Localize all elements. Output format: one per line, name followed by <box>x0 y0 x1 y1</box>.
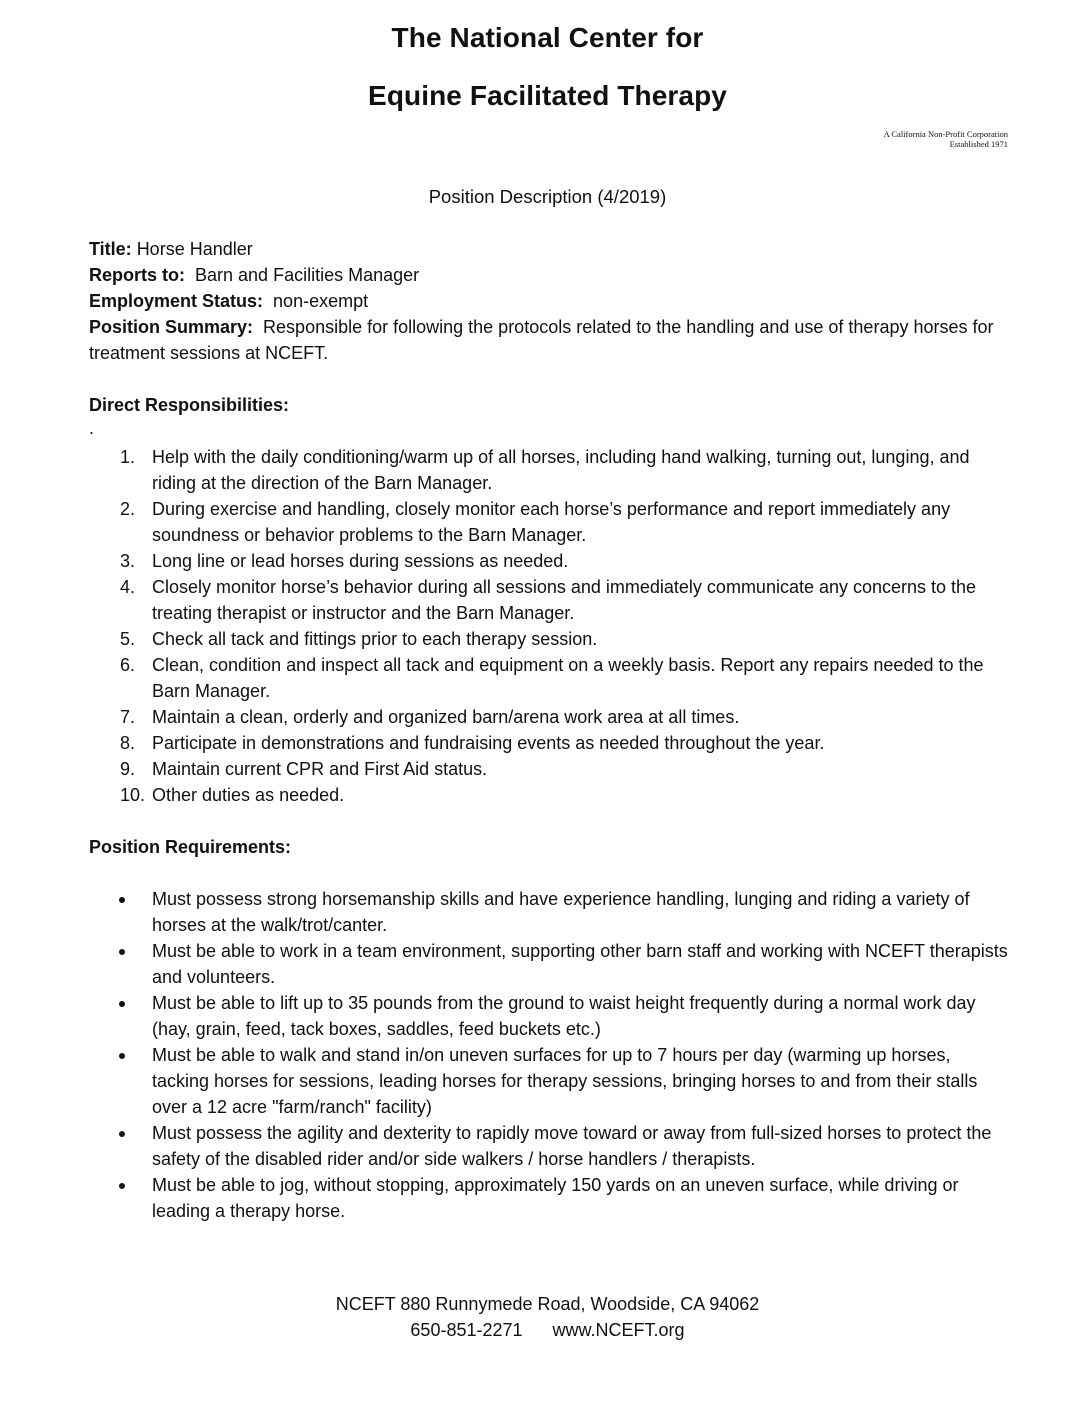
list-item <box>89 704 1009 730</box>
item-text: Maintain current CPR and First Aid status. <box>152 759 488 779</box>
item-text: Other duties as needed. <box>152 785 345 805</box>
title-label: Title: <box>89 239 132 259</box>
document-body <box>89 236 1009 1224</box>
item-text: Must be able to work in a team environment, supporting other barn staff and working with NCEFT therapists and volunteers. <box>152 941 1008 987</box>
footer-website: www.NCEFT.org <box>552 1320 685 1340</box>
list-item <box>89 782 1009 808</box>
established-year: Established 1971 <box>949 139 1008 149</box>
org-title-line2: Equine Facilitated Therapy <box>368 80 727 111</box>
item-text: Must possess strong horsemanship skills and have experience handling, lunging and riding a variety of horses at the walk/trot/canter. <box>152 889 970 935</box>
item-text: During exercise and handling, closely monitor each horse’s performance and report immediately any soundness or behavior problems to the Barn Manager. <box>152 499 951 545</box>
reports-to-value: Barn and Facilities Manager <box>195 265 420 285</box>
position-summary-label: Position Summary: <box>89 317 254 337</box>
footer-phone: 650-851-2271 <box>410 1320 523 1340</box>
position-summary-value: Responsible for following the protocols related to the handling and use of therapy horses for treatment sessions at NCEFT. <box>89 317 994 363</box>
item-text: Participate in demonstrations and fundraising events as needed throughout the year. <box>152 733 825 753</box>
position-summary-field <box>89 314 1009 366</box>
employment-status-value: non-exempt <box>273 291 369 311</box>
list-item <box>89 730 1009 756</box>
org-title-line1: The National Center for <box>391 22 704 53</box>
item-number: 6. <box>120 655 136 675</box>
list-item <box>89 756 1009 782</box>
list-item <box>89 1042 1009 1120</box>
item-text: Check all tack and fittings prior to each therapy session. <box>152 629 598 649</box>
corporation-note <box>884 129 1008 149</box>
item-number: 3. <box>120 551 136 571</box>
item-number: 1. <box>120 447 136 467</box>
item-number: 8. <box>120 733 136 753</box>
footer-contact <box>0 1320 1088 1341</box>
item-number: 10. <box>120 785 146 805</box>
item-text: Must be able to lift up to 35 pounds from the ground to waist height frequently during a normal work day (hay, grain, feed, tack boxes, saddles, feed buckets etc.) <box>152 993 976 1039</box>
list-item <box>89 886 1009 938</box>
bullet-icon <box>119 1183 125 1189</box>
item-number: 2. <box>120 499 136 519</box>
list-item <box>89 1172 1009 1224</box>
responsibilities-list <box>89 444 1009 808</box>
bullet-icon <box>119 897 125 903</box>
item-number: 9. <box>120 759 136 779</box>
item-text: Clean, condition and inspect all tack and equipment on a weekly basis. Report any repairs needed to the Barn Manager. <box>152 655 984 701</box>
item-number: 7. <box>120 707 136 727</box>
item-text: Maintain a clean, orderly and organized barn/arena work area at all times. <box>152 707 740 727</box>
list-item <box>89 938 1009 990</box>
document-subtitle: Position Description (4/2019) <box>428 186 667 207</box>
footer-address: NCEFT 880 Runnymede Road, Woodside, CA 94062 <box>335 1294 760 1314</box>
item-text: Closely monitor horse’s behavior during all sessions and immediately communicate any concerns to the treating therapist or instructor and the Barn Manager. <box>152 577 977 623</box>
employment-status-label: Employment Status: <box>89 291 264 311</box>
corporation-type: A California Non-Profit Corporation <box>883 129 1008 139</box>
list-item <box>89 548 1009 574</box>
list-item <box>89 444 1009 496</box>
reports-to-label: Reports to: <box>89 265 185 285</box>
list-item <box>89 990 1009 1042</box>
item-number: 5. <box>120 629 136 649</box>
title-field <box>89 236 1009 262</box>
reports-to-field <box>89 262 1009 288</box>
list-item <box>89 574 1009 626</box>
list-item <box>89 652 1009 704</box>
bullet-icon <box>119 1053 125 1059</box>
item-text: Long line or lead horses during sessions as needed. <box>152 551 569 571</box>
item-number: 4. <box>120 577 136 597</box>
item-text: Must possess the agility and dexterity to rapidly move toward or away from full-sized horses to protect the safety of the disabled rider and/or side walkers / horse handlers / therapists. <box>152 1123 992 1169</box>
title-value: Horse Handler <box>136 239 253 259</box>
list-item <box>89 626 1009 652</box>
item-text: Must be able to walk and stand in/on uneven surfaces for up to 7 hours per day (warming up horses, tacking horses for sessions, leading horses for therapy sessions, bringing horses to and from their stalls over a 12 acre "farm/ranch" facility) <box>152 1045 978 1117</box>
responsibilities-heading: Direct Responsibilities: <box>89 395 290 415</box>
item-text: Must be able to jog, without stopping, approximately 150 yards on an uneven surface, while driving or leading a therapy horse. <box>152 1175 959 1221</box>
list-item <box>89 496 1009 548</box>
item-text: Help with the daily conditioning/warm up of all horses, including hand walking, turning out, lunging, and riding at the direction of the Barn Manager. <box>152 447 970 493</box>
bullet-icon <box>119 1131 125 1137</box>
employment-status-field <box>89 288 1009 314</box>
stray-mark: . <box>89 418 95 438</box>
requirements-list <box>89 886 1009 1224</box>
list-item <box>89 1120 1009 1172</box>
bullet-icon <box>119 1001 125 1007</box>
requirements-heading: Position Requirements: <box>89 837 292 857</box>
bullet-icon <box>119 949 125 955</box>
